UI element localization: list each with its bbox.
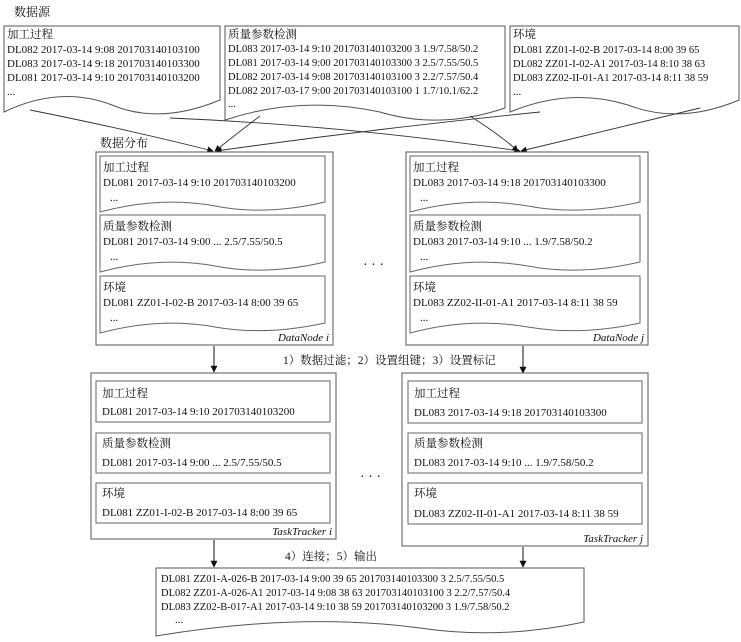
tracker-j-env-line: DL083 ZZ02-II-01-A1 2017-03-14 8:11 38 59 [414,508,619,520]
node-j-env-more: ... [420,312,429,324]
trackers-ellipsis: · · · [360,470,381,485]
node-j-process-more: ... [420,192,429,204]
source-env-title: 环境 [513,29,536,41]
nodes-ellipsis: · · · [363,258,384,273]
source-quality-line-5: ... [228,99,236,110]
node-j-env-line: DL083 ZZ02-II-01-A1 2017-03-14 8:11 38 59 [413,297,618,309]
source-env-doc [510,26,739,114]
output-line-2: DL082 ZZ01-A-026-A1 2017-03-14 9:08 38 63 201703140103100 3 2.2/7.57/50.4 [161,588,511,599]
node-i-process-line: DL081 2017-03-14 9:10 201703140103200 [103,177,296,189]
arrow-env-to-node-j [521,108,700,151]
step-1-label: 1）数据过滤；2）设置组键；3）设置标记 [283,355,496,367]
source-quality-line-3: DL082 2017-03-14 9:08 201703140103100 3 2.2/7.57/50.4 [228,72,479,83]
tracker-j-env-title: 环境 [414,488,437,500]
source-quality-line-1: DL083 2017-03-14 9:10 201703140103200 3 1.9/7.58/50.2 [228,44,479,55]
node-i-process-title: 加工过程 [103,162,149,174]
arrow-env-to-node-i [216,112,540,151]
tasktracker-j [402,373,648,546]
tracker-j-caption: TaskTracker j [583,533,643,545]
node-i-env-title: 环境 [103,282,126,294]
arrow-process-to-node-j [170,118,520,151]
source-env-line-1: DL081 ZZ01-I-02-B 2017-03-14 8:00 39 65 [513,45,700,56]
node-j-caption: DataNode j [592,332,644,344]
source-quality-doc [225,26,505,120]
node-i-process-more: ... [110,192,119,204]
output-line-3: DL083 ZZ02-B-017-A1 2017-03-14 9:10 38 59 201703140103200 3 1.9/7.58/50.2 [161,602,510,613]
source-process-doc [4,26,220,114]
arrow-quality-to-node-j [470,116,518,151]
tracker-i-process-title: 加工过程 [102,388,148,400]
node-j-quality-line: DL083 2017-03-14 9:10 ... 1.9/7.58/50.2 [413,236,593,248]
source-process-line-4: ... [7,86,16,98]
node-i-quality-more: ... [110,251,119,263]
source-env-line-2: DL082 ZZ01-I-02-A1 2017-03-14 8:10 38 63 [513,59,706,70]
tracker-j-process-title: 加工过程 [414,388,460,400]
source-env-line-4: ... [513,86,522,98]
source-quality-line-4: DL082 2017-03-17 9:00 201703140103100 1 1.7/10.1/62.2 [228,86,479,97]
datanode-j [406,152,648,345]
tracker-j-quality-title: 质量参数检测 [414,438,483,450]
node-j-process-line: DL083 2017-03-14 9:18 201703140103300 [413,177,606,189]
source-process-line-2: DL083 2017-03-14 9:18 201703140103300 [7,58,200,70]
node-j-quality-title: 质量参数检测 [413,221,482,233]
node-i-caption: DataNode i [277,332,329,344]
tasktracker-i [91,373,336,539]
distribution-title: 数据分布 [100,136,149,150]
source-quality-title: 质量参数检测 [228,29,297,41]
node-i-quality-title: 质量参数检测 [103,221,172,233]
tracker-i-quality-line: DL081 2017-03-14 9:00 ... 2.5/7.55/50.5 [102,457,282,469]
datanode-i [96,152,333,345]
output-line-1: DL081 ZZ01-A-026-B 2017-03-14 9:00 39 65 201703140103300 3 2.5/7.55/50.5 [161,574,505,585]
node-i-quality-line: DL081 2017-03-14 9:00 ... 2.5/7.55/50.5 [103,236,283,248]
output-doc [156,568,584,636]
tracker-j-process-line: DL083 2017-03-14 9:18 201703140103300 [414,407,607,419]
tracker-i-env-line: DL081 ZZ01-I-02-B 2017-03-14 8:00 39 65 [102,507,298,519]
source-quality-line-2: DL081 2017-03-14 9:00 201703140103300 3 2.5/7.55/50.5 [228,58,479,69]
step-2-label: 4）连接；5）输出 [285,551,377,563]
tracker-i-process-line: DL081 2017-03-14 9:10 201703140103200 [102,406,295,418]
source-process-line-1: DL082 2017-03-14 9:08 201703140103100 [7,44,200,56]
source-env-line-3: DL083 ZZ02-II-01-A1 2017-03-14 8:11 38 59 [513,73,709,84]
node-i-env-more: ... [110,312,119,324]
node-j-env-title: 环境 [413,282,436,294]
node-j-process-title: 加工过程 [413,162,459,174]
node-j-quality-more: ... [420,251,429,263]
tracker-i-env-title: 环境 [102,488,125,500]
node-i-env-line: DL081 ZZ01-I-02-B 2017-03-14 8:00 39 65 [103,297,299,309]
source-process-title: 加工过程 [7,29,53,41]
output-line-4: ... [175,614,184,626]
tracker-i-caption: TaskTracker i [272,526,332,538]
tracker-i-quality-title: 质量参数检测 [102,438,171,450]
source-title: 数据源 [14,5,51,19]
source-process-line-3: DL081 2017-03-14 9:10 201703140103200 [7,72,200,84]
tracker-j-quality-line: DL083 2017-03-14 9:10 ... 1.9/7.58/50.2 [414,457,594,469]
